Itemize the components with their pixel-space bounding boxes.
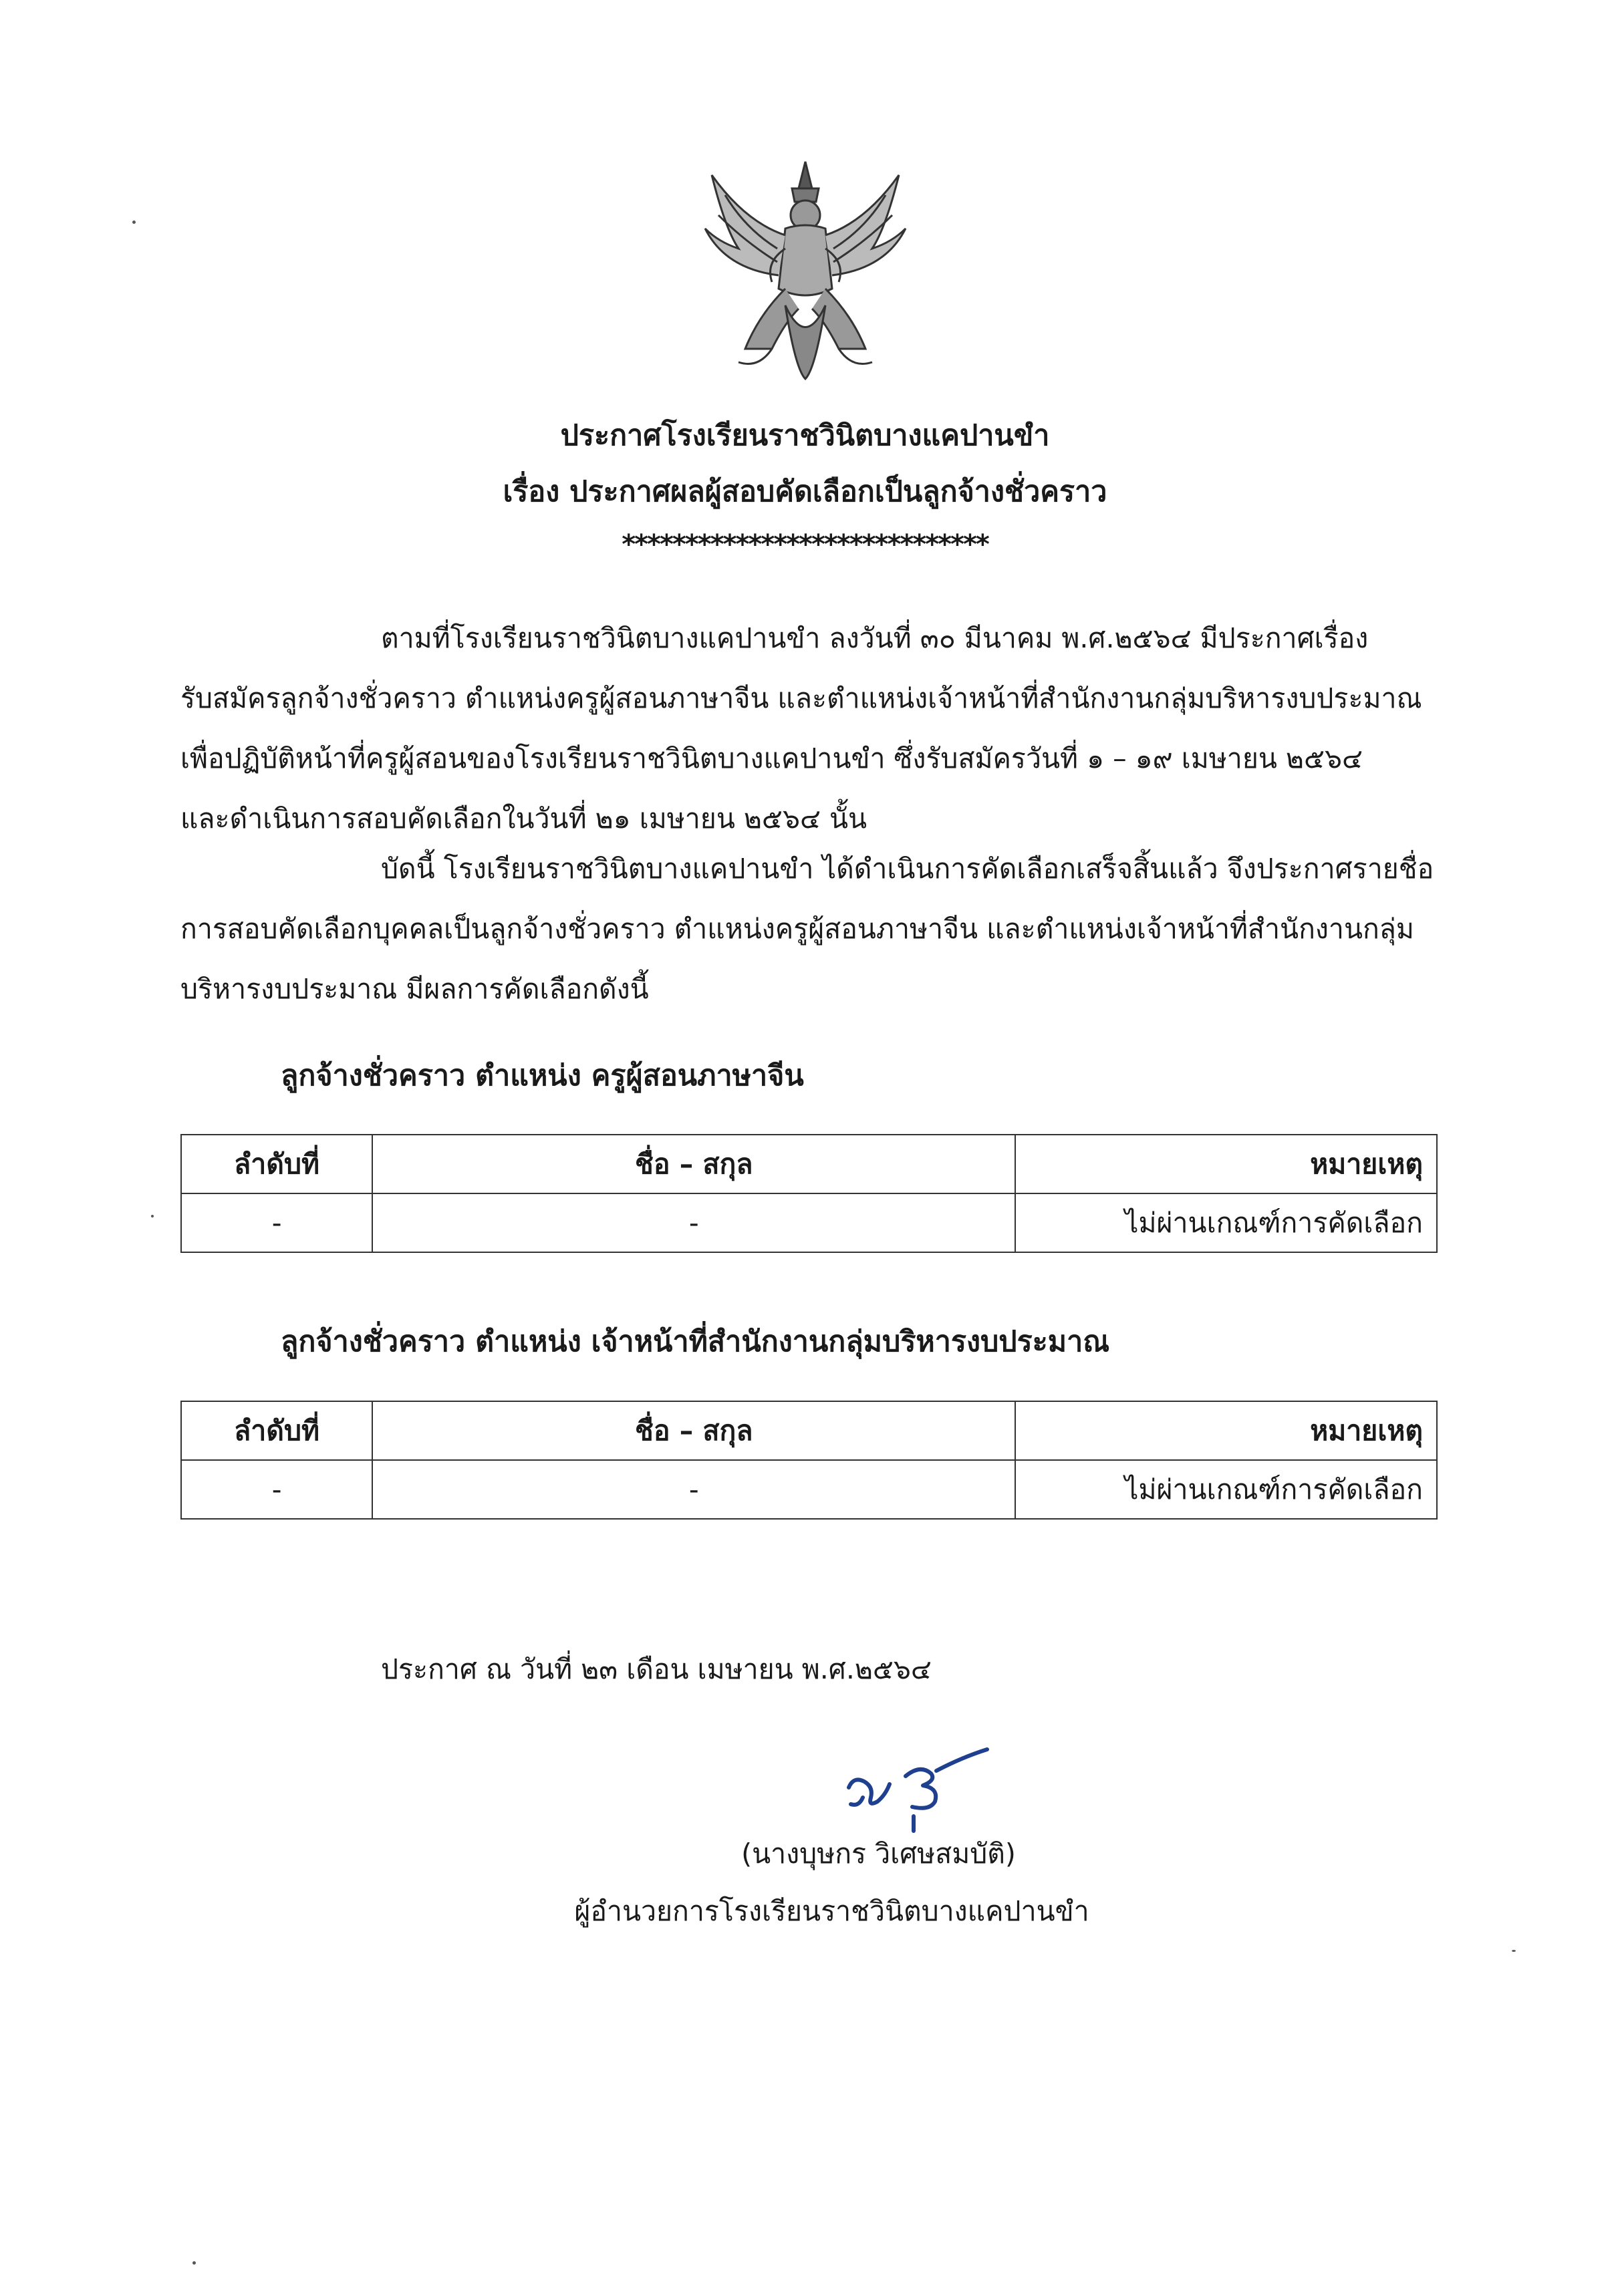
column-header: ลำดับที่ [181,1135,372,1193]
handwritten-signature-icon [839,1737,1006,1838]
paragraph-line: ตามที่โรงเรียนราชวินิตบางแคปานขำ ลงวันที่ ๓๐ มีนาคม พ.ศ.๒๕๖๔ มีประกาศเรื่อง [381,622,1369,654]
result-table-budget-officer [180,1401,1438,1520]
result-table-chinese-teacher [180,1134,1438,1253]
title-separator: ***************************** [622,529,988,560]
signer-name: (นางบุษกร วิเศษสมบัติ) [741,1838,1016,1870]
paragraph-line: รับสมัครลูกจ้างชั่วคราว ตำแหน่งครูผู้สอนภาษาจีน และตำแหน่งเจ้าหน้าที่สำนักงานกลุ่มบริหารงบประมาณ [180,682,1422,714]
scan-speck [192,2261,196,2265]
signer-position: ผู้อำนวยการโรงเรียนราชวินิตบางแคปานขำ [574,1895,1089,1927]
column-header: หมายเหตุ [1015,1401,1437,1460]
announcement-date: ประกาศ ณ วันที่ ๒๓ เดือน เมษายน พ.ศ.๒๕๖๔ [381,1653,932,1685]
table-cell: ไม่ผ่านเกณฑ์การคัดเลือก [1015,1193,1437,1252]
table-row [181,1460,1437,1519]
table-cell: - [372,1460,1015,1519]
table-cell: - [372,1193,1015,1252]
paragraph-line: บริหารงบประมาณ มีผลการคัดเลือกดังนี้ [180,973,649,1005]
column-header: หมายเหตุ [1015,1135,1437,1193]
table-row [181,1193,1437,1252]
paragraph-1 [180,608,1440,849]
paragraph-line: เพื่อปฏิบัติหน้าที่ครูผู้สอนของโรงเรียนราชวินิตบางแคปานขำ ซึ่งรับสมัครวันที่ ๑ – ๑๙ เมษายน ๒๕๖๔ [180,742,1363,774]
document-subject: เรื่อง ประกาศผลผู้สอบคัดเลือกเป็นลูกจ้างชั่วคราว [503,475,1107,509]
table-cell: - [181,1460,372,1519]
paragraph-line: บัดนี้ โรงเรียนราชวินิตบางแคปานขำ ได้ดำเนินการคัดเลือกเสร็จสิ้นแล้ว จึงประกาศรายชื่อ [381,853,1434,885]
scan-speck [132,221,136,224]
paragraph-line: และดำเนินการสอบคัดเลือกในวันที่ ๒๑ เมษายน ๒๕๖๔ นั้น [180,803,867,835]
column-header: ชื่อ – สกุล [372,1401,1015,1460]
scan-speck [151,1215,154,1217]
section-heading-budget-officer: ลูกจ้างชั่วคราว ตำแหน่ง เจ้าหน้าที่สำนักงานกลุ่มบริหารงบประมาณ [281,1325,1110,1358]
scan-speck [1512,1950,1516,1952]
table-header-row [181,1401,1437,1460]
column-header: ชื่อ – สกุล [372,1135,1015,1193]
table-cell: ไม่ผ่านเกณฑ์การคัดเลือก [1015,1460,1437,1519]
paragraph-line: การสอบคัดเลือกบุคคลเป็นลูกจ้างชั่วคราว ตำแหน่งครูผู้สอนภาษาจีน และตำแหน่งเจ้าหน้าที่สำนักงานกลุ่ม [180,913,1414,945]
table-header-row [181,1135,1437,1193]
garuda-emblem-icon [698,148,912,382]
column-header: ลำดับที่ [181,1401,372,1460]
paragraph-2 [180,839,1440,1019]
section-heading-chinese-teacher: ลูกจ้างชั่วคราว ตำแหน่ง ครูผู้สอนภาษาจีน [281,1059,804,1093]
table-cell: - [181,1193,372,1252]
document-title: ประกาศโรงเรียนราชวินิตบางแคปานขำ [560,419,1050,452]
